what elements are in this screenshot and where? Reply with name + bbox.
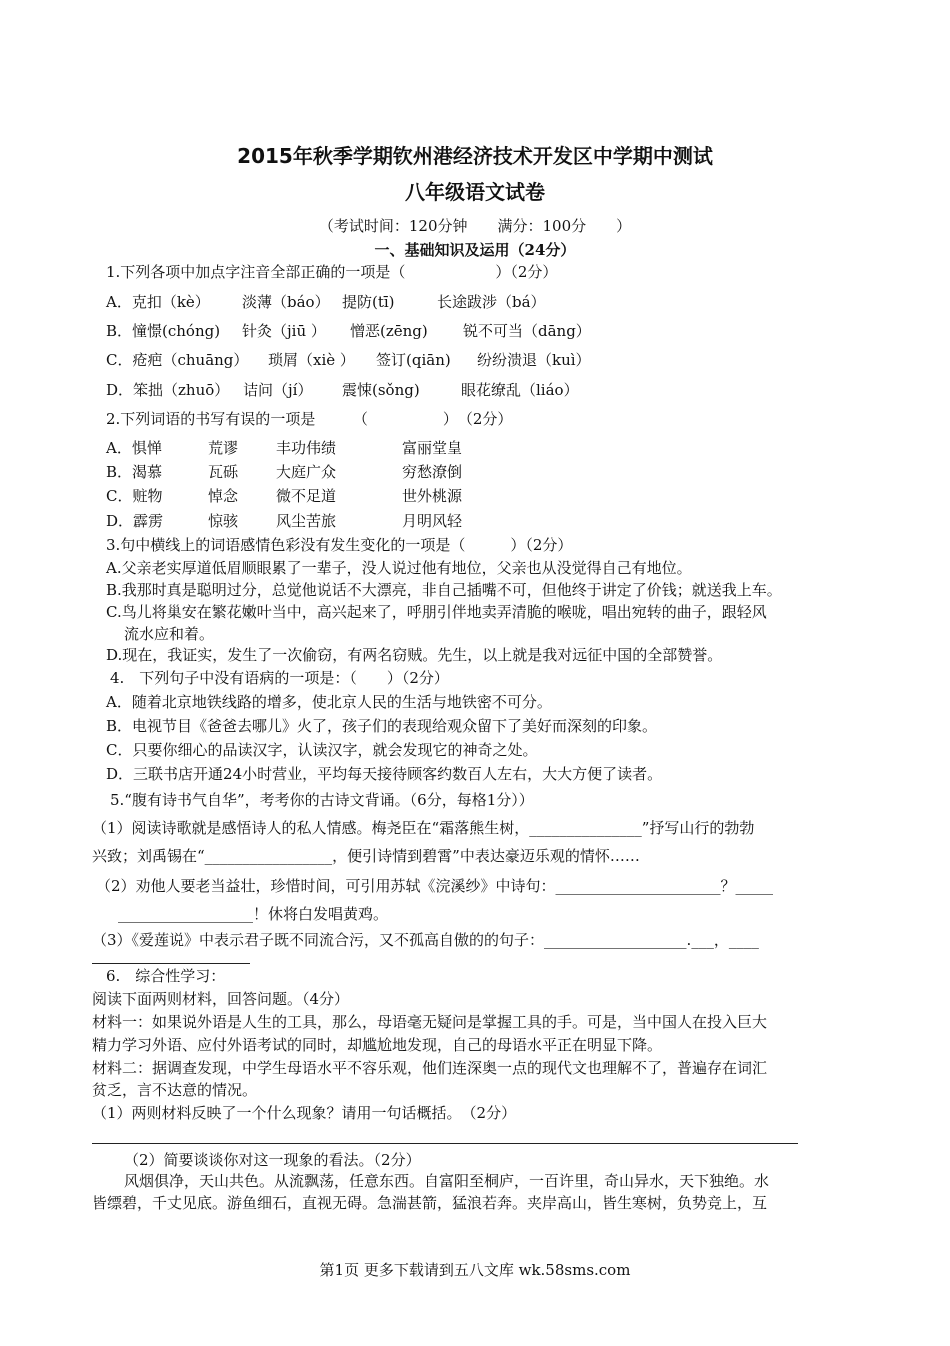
q2-option-a4: 富丽堂皇	[402, 439, 463, 457]
q1-option-d4: 眼花缭乱（liáo）	[461, 381, 579, 399]
q1-option-a1: A．克扣（kè）	[106, 293, 210, 311]
q4-option-c: C．只要你细心的品读汉字，认读汉字，就会发现它的神奇之处。	[106, 741, 538, 759]
q3-option-a: A.父亲老实厚道低眉顺眼累了一辈子，没人说过他有地位，父亲也从没觉得自己有地位。	[106, 559, 692, 577]
q1-stem: 1.下列各项中加点字注音全部正确的一项是（ ）（2分）	[106, 263, 558, 281]
q2-option-d2: 惊骇	[208, 512, 239, 530]
q2-option-c4: 世外桃源	[402, 487, 463, 505]
q6-subquestion1: （1）两则材料反映了一个什么现象？请用一句话概括。 （2分）	[92, 1104, 517, 1122]
answer-blank-line	[92, 963, 250, 964]
q2-option-b3: 大庭广众	[276, 463, 337, 481]
q6-material2-line2: 贫乏，言不达意的情况。	[92, 1081, 258, 1099]
q6-material2-line1: 材料二：据调查发现，中学生母语水平不容乐观，他们连深奥一点的现代文也理解不了，普遍存在词汇	[92, 1059, 768, 1077]
passage-line1: 风烟俱净，天山共色。从流飘荡，任意东西。自富阳至桐庐，一百许里，奇山异水，天下独绝。水	[124, 1172, 770, 1190]
q3-stem: 3.句中横线上的词语感情色彩没有发生变化的一项是（ ）（2分）	[106, 536, 573, 554]
q1-option-a2: 淡薄（báo）	[242, 293, 330, 311]
q1-option-b1: B．憧憬(chóng)	[106, 322, 221, 340]
q1-option-d3: 震悚(sǒng)	[342, 381, 420, 399]
q2-option-d4: 月明风轻	[402, 512, 463, 530]
q2-option-d3: 风尘苦旅	[276, 512, 337, 530]
q2-option-b4: 穷愁潦倒	[402, 463, 463, 481]
q2-option-a2: 荒谬	[208, 439, 239, 457]
q3-option-b: B.我那时真是聪明过分，总觉他说话不大漂亮，非自己插嘴不可，但他终于讲定了价钱；就送我上车。	[106, 581, 782, 599]
exam-info: （考试时间：120分钟 满分：100分 ）	[318, 217, 632, 235]
q2-option-b1: B．渴慕	[106, 463, 163, 481]
q2-option-b2: 瓦砾	[208, 463, 239, 481]
passage-line2: 皆缥碧，千丈见底。游鱼细石，直视无碍。急湍甚箭，猛浪若奔。夹岸高山，皆生寒树，负势竞上，互	[92, 1194, 768, 1212]
q5-part1-line2: 兴致；刘禹锡在“_________________，便引诗情到碧霄”中表达豪迈乐观的情怀……	[92, 847, 640, 865]
page-footer: 第1页 更多下载请到五八文库 wk.58sms.com	[319, 1261, 631, 1279]
answer-line	[92, 1143, 798, 1144]
q1-option-c2: 琐屑（xiè ）	[268, 351, 355, 369]
q5-stem: 5.“腹有诗书气自华”，考考你的古诗文背诵。（6分，每格1分））	[110, 791, 534, 809]
q6-material1-line1: 材料一：如果说外语是人生的工具，那么，母语毫无疑问是掌握工具的手。可是，当中国人在投入巨大	[92, 1013, 768, 1031]
q1-option-b4: 锐不可当（dāng）	[463, 322, 591, 340]
q4-option-a: A．随着北京地铁线路的增多，使北京人民的生活与地铁密不可分。	[106, 693, 552, 711]
q1-option-a3: 提防(tī)	[342, 293, 395, 311]
q3-option-c-line1: C.鸟儿将巢安在繁花嫩叶当中，高兴起来了，呼朋引伴地卖弄清脆的喉咙，唱出宛转的曲子，跟轻风	[106, 603, 767, 621]
q5-part1-line1: （1）阅读诗歌就是感悟诗人的私人情感。梅尧臣在“霜落熊生树，_______________”抒写山行的勃勃	[92, 819, 755, 837]
q2-option-a1: A．惧惮	[106, 439, 162, 457]
q1-option-b2: 针灸（jiū ）	[242, 322, 326, 340]
q4-stem: 4. 下列句子中没有语病的一项是：（ ）（2分）	[110, 669, 449, 687]
q1-option-a4: 长途跋涉（bá）	[437, 293, 546, 311]
q2-stem: 2.下列词语的书写有误的一项是 （ ） （2分）	[106, 410, 513, 428]
q2-option-c1: C．赃物	[106, 487, 163, 505]
q4-option-d: D．三联书店开通24小时营业，平均每天接待顾客约数百人左右，大大方便了读者。	[106, 765, 663, 783]
q2-option-a3: 丰功伟绩	[276, 439, 337, 457]
q1-option-c3: 签订(qiān)	[376, 351, 451, 369]
q1-option-d1: D．笨拙（zhuō）	[106, 381, 230, 399]
q1-option-d2: 诘问（jí）	[243, 381, 313, 399]
q5-part3: （3）《爱莲说》中表示君子既不同流合污，又不孤高自傲的的句子：___________________.___，____	[92, 931, 759, 949]
q4-option-b: B．电视节目《爸爸去哪儿》火了，孩子们的表现给观众留下了美好而深刻的印象。	[106, 717, 658, 735]
q5-part2-line1: （2）劝他人要老当益壮，珍惜时间，可引用苏轼《浣溪纱》中诗句：______________________？_____	[96, 877, 774, 895]
q2-option-c2: 悼念	[208, 487, 239, 505]
q6-intro: 阅读下面两则材料，回答问题。（4分）	[92, 990, 350, 1008]
q1-option-c1: C．疮疤（chuāng）	[106, 351, 249, 369]
exam-title: 2015年秋季学期钦州港经济技术开发区中学期中测试	[237, 144, 713, 168]
q1-option-c4: 纷纷溃退（kuì）	[477, 351, 591, 369]
section-heading: 一、基础知识及运用（24分）	[374, 241, 576, 259]
q1-option-b3: 憎恶(zēng)	[350, 322, 428, 340]
exam-subtitle: 八年级语文试卷	[405, 180, 545, 204]
q3-option-d: D.现在，我证实，发生了一次偷窃，有两名窃贼。先生，以上就是我对远征中国的全部赞誉。	[106, 646, 723, 664]
q2-option-c3: 微不足道	[276, 487, 337, 505]
q6-subquestion2: （2）简要谈谈你对这一现象的看法。（2分）	[124, 1151, 421, 1169]
q6-material1-line2: 精力学习外语、应付外语考试的同时，却尴尬地发现，自己的母语水平正在明显下降。	[92, 1036, 663, 1054]
q3-option-c-line2: 流水应和着。	[124, 625, 215, 643]
q2-option-d1: D．霹雳	[106, 512, 164, 530]
q5-part2-line2: __________________！休将白发唱黄鸡。	[118, 905, 389, 923]
q6-stem: 6. 综合性学习：	[106, 967, 226, 985]
